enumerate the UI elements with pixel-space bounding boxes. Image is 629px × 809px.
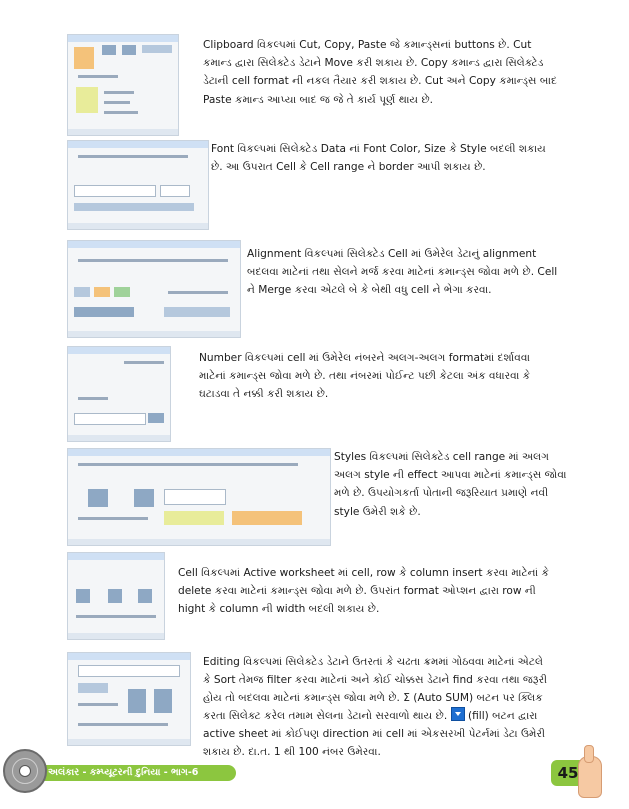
alignment-group-screenshot bbox=[67, 240, 241, 338]
font-group-screenshot bbox=[67, 140, 209, 230]
number-description: Number વિકલ્પમાં cell માં ઉમેરેલ નંબરને અલગ-અલગ formatમાં દર્શાવવા માટેનાં કમાન્ડ્સ જોવા મળે છે. તથા નંબરમાં પોઈન્ટ પછી કેટલા અંક વધારવા કે ઘટાડવા તે નક્કી કરી શકાય છે. bbox=[199, 352, 531, 401]
cell-group-screenshot bbox=[67, 552, 165, 640]
editing-group-screenshot bbox=[67, 652, 191, 746]
cell-description: Cell વિકલ્પમાં Active worksheet માં cell, row કે column insert કરવા માટેનાં કે delete કરવા માટેનાં કમાન્ડ્સ જોવા મળે છે. ઉપરાંત format ઓપ્શન દ્વારા row ની hight કે column ની width બદલી શકાય છે. bbox=[178, 567, 549, 616]
editing-description: Editing વિકલ્પમાં સિલેક્ટેડ ડેટાને ઉતરતાં કે ચઢતા ક્રમમાં ગોઠવવા માટેનાં એટલે કે Sort તેમજ filter કરવા માટેનાં અને કોઈ ચોક્કસ ડેટાને find કરવા તથા જરૂરી હોય તો બદલવા માટેનાં કમાન્ડ્સ જોવા મળે છે. Σ (Auto SUM) બટન પર ક્લિક કરતા સિલેક્ટ કરેલ તમામ સેલના ડેટાનો સરવાળો થાય છે. (fill) બટન દ્વારા active sheet માં કોઈપણ direction માં cell માં એકસરખી પેટર્નમાં ડેટા ઉમેરી શકાય છે. દા.ત. 1 થી 100 નંબર ઉમેરવા. bbox=[203, 656, 548, 758]
clipboard-description: Clipboard વિકલ્પમાં Cut, Copy, Paste જે કમાન્ડ્સનાં buttons છે. Cut કમાન્ડ દ્વારા સિલેક્ટેડ ડેટાને Move કરી શકાય છે. Copy કમાન્ડ દ્વારા સિલેક્ટેડ ડેટાની cell format ની નકલ તૈયાર કરી શકાય છે. Cut અને Copy કમાન્ડ્સ બાદ Paste કમાન્ડ આપ્યા બાદ જ જે તે કાર્ય પૂર્ણ થાય છે. bbox=[203, 39, 557, 106]
fill-down-icon bbox=[451, 707, 465, 721]
cd-disc-icon bbox=[3, 749, 47, 793]
styles-description: Styles વિકલ્પમાં સિલેક્ટેડ cell range માં અલગ અલગ style ની effect આપવા માટેનાં કમાન્ડ્સ જોવા મળે છે. ઉપયોગકર્તા પોતાની જરૂરિયાત પ્રમાણે નવી style ઉમેરી શકે છે. bbox=[334, 451, 567, 518]
page-number: 45 bbox=[551, 760, 585, 786]
styles-group-screenshot bbox=[67, 448, 331, 546]
clipboard-group-screenshot bbox=[67, 34, 179, 136]
font-description: Font વિકલ્પમાં સિલેક્ટેડ Data નાં Font Color, Size કે Style બદલી શકાય છે. આ ઉપરાત Cell કે Cell range ને border આપી શકાય છે. bbox=[211, 143, 546, 174]
alignment-description: Alignment વિકલ્પમાં સિલેક્ટેડ Cell માં ઉમેરેલ ડેટાનું alignment બદલવા માટેનાં તથા સેલને મર્જ કરવા માટેનાં કમાન્ડ્સ જોવા મળે છે. Cell ને Merge કરવા એટલે બે કે બેથી વધુ cell ને ભેગા કરવા. bbox=[247, 248, 558, 297]
pointing-hand-icon bbox=[578, 756, 602, 798]
book-series-title: અલંકાર - કમ્પ્યૂટરની દુનિયા - ભાગ-6 bbox=[48, 767, 199, 778]
number-group-screenshot bbox=[67, 346, 171, 442]
